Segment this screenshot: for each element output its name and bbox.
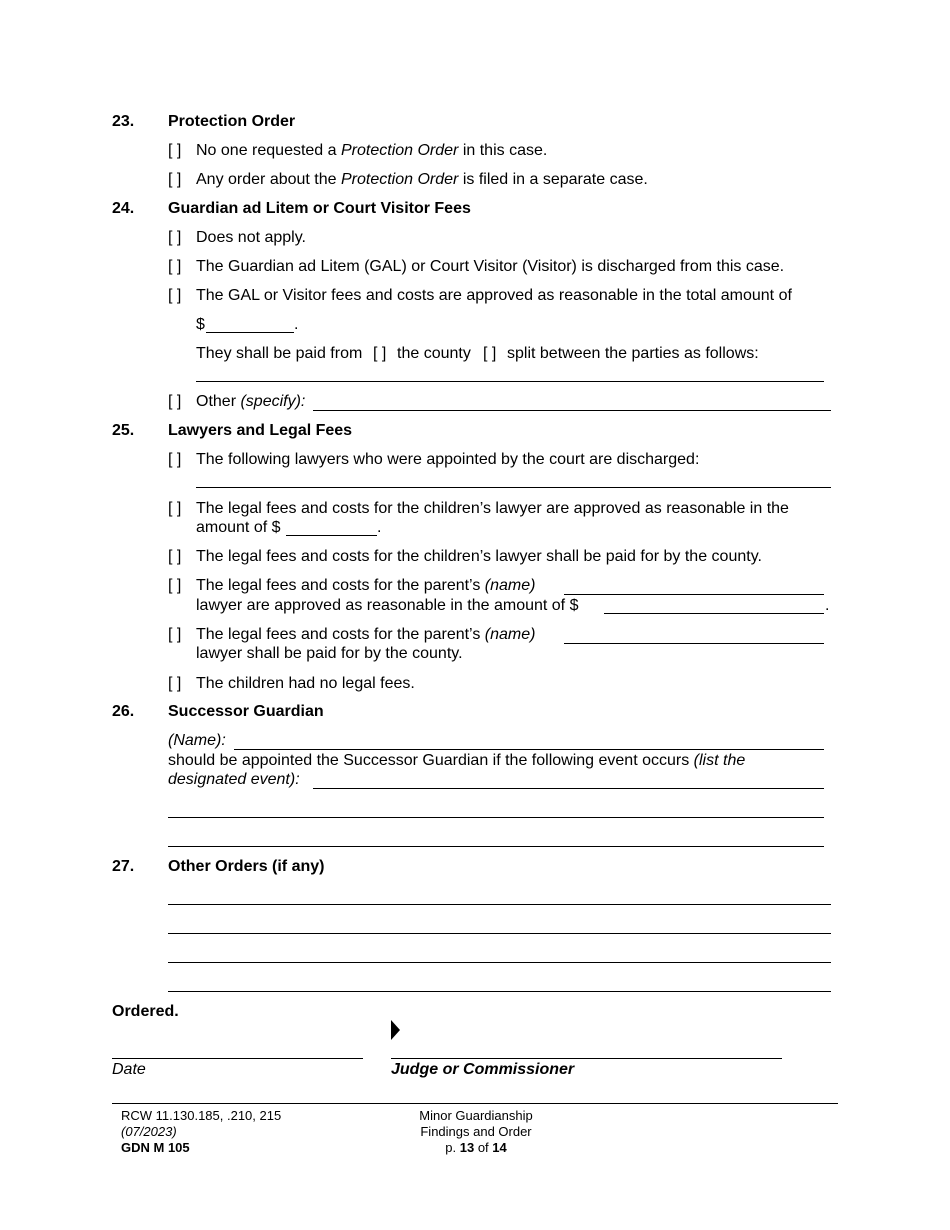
checkbox-children-lawyer-county[interactable]: [ ] bbox=[168, 548, 182, 565]
section-23-title: Protection Order bbox=[168, 113, 296, 130]
footer-title-2: Findings and Order bbox=[420, 1124, 532, 1139]
footer-rcw: RCW 11.130.185, .210, 215 bbox=[121, 1108, 282, 1123]
parent-lawyer-county-name-field[interactable] bbox=[564, 643, 824, 644]
option-gal-discharged: The Guardian ad Litem (GAL) or Court Visitor (Visitor) is discharged from this case. bbox=[196, 258, 785, 275]
parent-lawyer-amount-field[interactable] bbox=[604, 613, 824, 614]
checkbox-gal-other[interactable]: [ ] bbox=[168, 393, 182, 410]
gal-dollar-sign: $ bbox=[196, 316, 205, 333]
other-orders-line-4[interactable] bbox=[168, 991, 831, 992]
checkbox-lawyers-discharged[interactable]: [ ] bbox=[168, 451, 182, 468]
option-protection-order-separate: Any order about the Protection Order is filed in a separate case. bbox=[196, 171, 648, 188]
parent-lawyer-county-text: lawyer shall be paid for by the county. bbox=[196, 645, 463, 662]
section-26-title: Successor Guardian bbox=[168, 703, 324, 720]
date-label: Date bbox=[112, 1061, 146, 1078]
option-gal-fees-approved: The GAL or Visitor fees and costs are approved as reasonable in the total amount of bbox=[196, 287, 792, 304]
option-lawyers-discharged: The following lawyers who were appointed by the court are discharged: bbox=[196, 451, 700, 468]
parent-lawyer-amount-label: lawyer are approved as reasonable in the amount of $ bbox=[196, 597, 579, 614]
section-25-number: 25. bbox=[112, 422, 135, 439]
parent-lawyer-name-field[interactable] bbox=[564, 594, 824, 595]
section-27-number: 27. bbox=[112, 858, 135, 875]
successor-event-line-3[interactable] bbox=[168, 846, 824, 847]
footer-divider bbox=[112, 1103, 838, 1104]
parent-lawyer-amount-period: . bbox=[825, 597, 830, 614]
section-25-title: Lawyers and Legal Fees bbox=[168, 422, 353, 439]
checkbox-no-protection-order[interactable]: [ ] bbox=[168, 142, 182, 159]
section-23-number: 23. bbox=[112, 113, 135, 130]
successor-event-field[interactable] bbox=[313, 788, 824, 789]
checkbox-no-legal-fees[interactable]: [ ] bbox=[168, 675, 182, 692]
footer-title-1: Minor Guardianship bbox=[419, 1108, 533, 1123]
checkbox-gal-county[interactable]: [ ] bbox=[373, 345, 387, 362]
checkbox-parent-lawyer-county[interactable]: [ ] bbox=[168, 626, 182, 643]
other-orders-line-3[interactable] bbox=[168, 962, 831, 963]
judge-label: Judge or Commissioner bbox=[391, 1061, 575, 1078]
option-parent-lawyer-fees: The legal fees and costs for the parent’s (name) bbox=[196, 577, 536, 594]
checkbox-gal-discharged[interactable]: [ ] bbox=[168, 258, 182, 275]
footer-center bbox=[396, 1108, 556, 1156]
checkbox-children-lawyer-fees[interactable]: [ ] bbox=[168, 500, 182, 517]
option-children-lawyer-county: The legal fees and costs for the children’s lawyer shall be paid for by the county. bbox=[196, 548, 762, 565]
other-orders-line-2[interactable] bbox=[168, 933, 831, 934]
children-lawyer-amount-label: amount of $ bbox=[196, 519, 281, 536]
section-24-title: Guardian ad Litem or Court Visitor Fees bbox=[168, 200, 471, 217]
lawyers-discharged-field[interactable] bbox=[196, 487, 831, 488]
section-26-number: 26. bbox=[112, 703, 135, 720]
gal-split-label: split between the parties as follows: bbox=[507, 345, 759, 362]
option-no-protection-order: No one requested a Protection Order in this case. bbox=[196, 142, 548, 159]
successor-event-line-2[interactable] bbox=[168, 817, 824, 818]
checkbox-gal-not-apply[interactable]: [ ] bbox=[168, 229, 182, 246]
footer-form-number: GDN M 105 bbox=[121, 1140, 190, 1155]
gal-split-field[interactable] bbox=[196, 381, 824, 382]
successor-event-text: should be appointed the Successor Guardian if the following event occurs (list the bbox=[168, 752, 746, 769]
checkbox-gal-split[interactable]: [ ] bbox=[483, 345, 497, 362]
option-gal-not-apply: Does not apply. bbox=[196, 229, 306, 246]
gal-other-label: Other (specify): bbox=[196, 393, 306, 410]
footer-left bbox=[121, 1108, 281, 1156]
section-24-number: 24. bbox=[112, 200, 135, 217]
checkbox-parent-lawyer-fees[interactable]: [ ] bbox=[168, 577, 182, 594]
gal-county-label: the county bbox=[397, 345, 471, 362]
option-children-lawyer-fees: The legal fees and costs for the children’s lawyer are approved as reasonable in the bbox=[196, 500, 789, 517]
date-field[interactable] bbox=[112, 1058, 363, 1059]
gal-paid-from-label: They shall be paid from bbox=[196, 345, 363, 362]
checkbox-gal-fees-approved[interactable]: [ ] bbox=[168, 287, 182, 304]
children-lawyer-amount-field[interactable] bbox=[286, 535, 377, 536]
successor-event-label: designated event): bbox=[168, 771, 300, 788]
checkbox-protection-order-separate[interactable]: [ ] bbox=[168, 171, 182, 188]
other-orders-line-1[interactable] bbox=[168, 904, 831, 905]
signature-arrow-icon bbox=[391, 1020, 401, 1040]
gal-amount-field[interactable] bbox=[206, 332, 294, 333]
successor-name-label: (Name): bbox=[168, 732, 226, 749]
footer-page-number: p. 13 of 14 bbox=[445, 1140, 507, 1155]
successor-name-field[interactable] bbox=[234, 749, 824, 750]
judge-signature-field[interactable] bbox=[391, 1058, 782, 1059]
ordered-label: Ordered. bbox=[112, 1003, 179, 1020]
section-27-title: Other Orders (if any) bbox=[168, 858, 325, 875]
gal-other-field[interactable] bbox=[313, 410, 831, 411]
gal-amount-period: . bbox=[294, 316, 299, 333]
option-parent-lawyer-county: The legal fees and costs for the parent’s (name) bbox=[196, 626, 536, 643]
children-lawyer-amount-period: . bbox=[377, 519, 382, 536]
footer-revision: (07/2023) bbox=[121, 1124, 177, 1139]
option-no-legal-fees: The children had no legal fees. bbox=[196, 675, 415, 692]
